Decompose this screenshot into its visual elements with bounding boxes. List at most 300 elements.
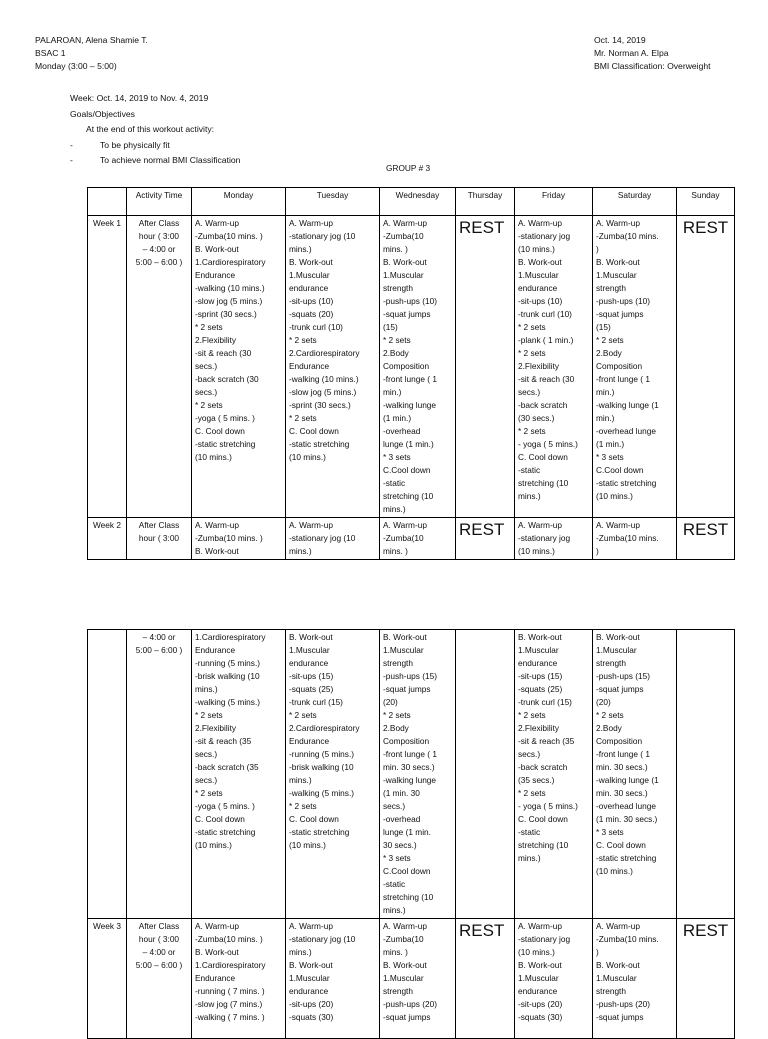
cell-line: A. Warm-up xyxy=(289,218,333,228)
sunday-rest: REST xyxy=(677,518,735,560)
cell-line: ) xyxy=(596,947,599,957)
cell-line: endurance xyxy=(518,283,558,293)
friday-cell xyxy=(515,216,593,518)
cell-line: mins.) xyxy=(289,244,312,254)
friday-cell xyxy=(515,518,593,560)
monday-cell xyxy=(192,518,286,560)
cell-line: -sit-ups (20) xyxy=(289,999,334,1009)
tuesday-cell xyxy=(286,518,380,560)
cell-line: 30 secs.) xyxy=(383,840,417,850)
cell-line: (10 mins.) xyxy=(596,866,633,876)
monday-cell xyxy=(192,216,286,518)
wednesday-cell xyxy=(380,919,456,1039)
cell-line: -walking lunge (1 xyxy=(596,775,659,785)
cell-line: C. Cool down xyxy=(518,814,568,824)
cell-line: – 4:00 or xyxy=(142,632,176,642)
cell-line: 2.Cardiorespiratory xyxy=(289,348,360,358)
cell-line: * 2 sets xyxy=(383,335,411,345)
cell-line: 1.Muscular xyxy=(518,270,559,280)
cell-line: A. Warm-up xyxy=(596,520,640,530)
cell-line: secs.) xyxy=(195,749,218,759)
cell-line: endurance xyxy=(518,658,558,668)
cell-line: -running (5 mins.) xyxy=(195,658,261,668)
cell-line: A. Warm-up xyxy=(195,218,239,228)
cell-line: -static stretching xyxy=(596,853,657,863)
cell-line: C. Cool down xyxy=(195,814,245,824)
cell-line: -overhead xyxy=(383,426,421,436)
cell-line: After Class xyxy=(138,218,180,228)
cell-line: -Zumba(10 xyxy=(383,934,424,944)
cell-line: stretching (10 xyxy=(518,478,569,488)
cell-line: A. Warm-up xyxy=(596,921,640,931)
cell-line: -trunk curl (15) xyxy=(289,697,343,707)
cell-line: -brisk walking (10 xyxy=(195,671,260,681)
cell-line: 2.Flexibility xyxy=(518,723,560,733)
cell-line: B. Work-out xyxy=(518,632,562,642)
cell-line: -push-ups (10) xyxy=(596,296,650,306)
cell-line: 1.Muscular xyxy=(289,270,330,280)
cell-line: -slow jog (7 mins.) xyxy=(195,999,263,1009)
cell-line: Endurance xyxy=(289,361,330,371)
cell-line: stretching (10 xyxy=(383,491,434,501)
cell-line: -yoga ( 5 mins. ) xyxy=(195,801,255,811)
header-cell: Monday xyxy=(192,188,286,216)
cell-line: -overhead lunge xyxy=(596,801,656,811)
cell-line: strength xyxy=(383,986,413,996)
cell-line: -sit-ups (10) xyxy=(289,296,334,306)
activity-time-cell xyxy=(127,216,192,518)
week-range: Week: Oct. 14, 2019 to Nov. 4, 2019 xyxy=(70,93,209,103)
goals-section xyxy=(70,91,240,169)
cell-line: B. Work-out xyxy=(383,632,427,642)
cell-line: -walking ( 7 mins. ) xyxy=(195,1012,265,1022)
tuesday-cell xyxy=(286,216,380,518)
table-header-row xyxy=(88,188,735,216)
week-label: Week 3 xyxy=(88,919,127,1039)
header-cell: Tuesday xyxy=(286,188,380,216)
cell-line: -Zumba(10 mins. ) xyxy=(195,533,263,543)
student-info xyxy=(35,34,148,73)
student-course: BSAC 1 xyxy=(35,48,66,58)
cell-line: * 2 sets xyxy=(596,335,624,345)
cell-line: A. Warm-up xyxy=(289,921,333,931)
cell-line: stretching (10 xyxy=(383,892,434,902)
cell-line: B. Work-out xyxy=(596,257,640,267)
cell-line: -front lunge ( 1 xyxy=(596,374,650,384)
cell-line: hour ( 3:00 xyxy=(138,231,180,241)
cell-line: -brisk walking (10 xyxy=(289,762,354,772)
cell-line: -back scratch xyxy=(518,400,568,410)
cell-line: 2.Body xyxy=(383,723,409,733)
cell-line: * 3 sets xyxy=(383,452,411,462)
cell-line: B. Work-out xyxy=(383,257,427,267)
cell-line: mins.) xyxy=(289,947,312,957)
cell-line: -stationary jog xyxy=(518,934,571,944)
cell-line: -static stretching xyxy=(195,827,256,837)
saturday-cell xyxy=(593,216,677,518)
cell-line: -squats (30) xyxy=(289,1012,334,1022)
header-cell: Activity Time xyxy=(127,188,192,216)
cell-line: -squat jumps xyxy=(383,1012,431,1022)
cell-line: A. Warm-up xyxy=(518,218,562,228)
cell-line: -back scratch xyxy=(518,762,568,772)
cell-line: 2.Body xyxy=(383,348,409,358)
cell-line: Composition xyxy=(596,361,643,371)
cell-line: B. Work-out xyxy=(195,244,239,254)
cell-line: * 2 sets xyxy=(383,710,411,720)
cell-line: 5:00 – 6:00 ) xyxy=(135,257,183,267)
list-dash: - xyxy=(70,139,73,150)
cell-line: A. Warm-up xyxy=(596,218,640,228)
cell-line: -static stretching xyxy=(289,827,350,837)
cell-line: strength xyxy=(596,658,626,668)
activity-time-cell xyxy=(127,630,192,919)
cell-line: -Zumba(10 mins. ) xyxy=(195,934,263,944)
list-dash: - xyxy=(70,155,73,165)
cell-line: (35 secs.) xyxy=(518,775,555,785)
cell-line: strength xyxy=(383,658,413,668)
cell-line: strength xyxy=(596,283,626,293)
table-row-week-2-continued xyxy=(88,630,735,919)
cell-line: -yoga ( 5 mins. ) xyxy=(195,413,255,423)
monday-cell xyxy=(192,630,286,919)
cell-line: (1 min.) xyxy=(596,439,625,449)
cell-line: -squats (20) xyxy=(289,309,334,319)
cell-line: B. Work-out xyxy=(195,947,239,957)
cell-line: * 3 sets xyxy=(383,853,411,863)
cell-line: * 3 sets xyxy=(596,452,624,462)
cell-line: endurance xyxy=(289,658,329,668)
cell-line: secs.) xyxy=(195,387,218,397)
cell-line: -front lunge ( 1 xyxy=(596,749,650,759)
cell-line: -plank ( 1 min.) xyxy=(518,335,574,345)
cell-line: After Class xyxy=(138,921,180,931)
header-cell xyxy=(88,188,127,216)
cell-line: -Zumba(10 mins. xyxy=(596,934,659,944)
monday-cell xyxy=(192,919,286,1039)
cell-line: -squat jumps xyxy=(383,309,431,319)
cell-line: ) xyxy=(596,546,599,556)
cell-line: – 4:00 or xyxy=(142,244,176,254)
tuesday-cell xyxy=(286,919,380,1039)
cell-line: (15) xyxy=(596,322,611,332)
cell-line: -running ( 7 mins. ) xyxy=(195,986,265,996)
cell-line: -squat jumps xyxy=(596,309,644,319)
workout-table-page-2 xyxy=(87,629,735,1039)
cell-line: strength xyxy=(383,283,413,293)
cell-line: * 2 sets xyxy=(518,710,546,720)
thursday-rest: REST xyxy=(456,919,515,1039)
cell-line: - yoga ( 5 mins.) xyxy=(518,801,578,811)
cell-line: hour ( 3:00 xyxy=(138,533,180,543)
cell-line: 1.Muscular xyxy=(518,973,559,983)
cell-line: -front lunge ( 1 xyxy=(383,749,437,759)
wednesday-cell xyxy=(380,630,456,919)
cell-line: Endurance xyxy=(195,973,236,983)
cell-line: -back scratch (35 xyxy=(195,762,259,772)
cell-line: Endurance xyxy=(195,645,236,655)
cell-line: -static stretching xyxy=(195,439,256,449)
cell-line: * 2 sets xyxy=(195,710,223,720)
week-label-empty xyxy=(88,630,127,919)
cell-line: C. Cool down xyxy=(289,426,339,436)
cell-line: B. Work-out xyxy=(518,257,562,267)
submission-info xyxy=(594,34,711,73)
cell-line: * 2 sets xyxy=(289,710,317,720)
cell-line: -walking lunge xyxy=(383,400,437,410)
header-cell: Saturday xyxy=(593,188,677,216)
wednesday-cell xyxy=(380,216,456,518)
cell-line: C. Cool down xyxy=(195,426,245,436)
cell-line: -sit-ups (20) xyxy=(518,999,563,1009)
cell-line: -static xyxy=(518,827,541,837)
cell-line: hour ( 3:00 xyxy=(138,934,180,944)
cell-line: B. Work-out xyxy=(289,257,333,267)
cell-line: * 2 sets xyxy=(518,348,546,358)
cell-line: min.) xyxy=(383,387,402,397)
cell-line: -stationary jog (10 xyxy=(289,934,356,944)
cell-line: (10 mins.) xyxy=(518,546,555,556)
cell-line: ) xyxy=(596,244,599,254)
cell-line: -running (5 mins.) xyxy=(289,749,355,759)
saturday-cell xyxy=(593,919,677,1039)
cell-line: A. Warm-up xyxy=(195,921,239,931)
cell-line: secs.) xyxy=(518,387,541,397)
cell-line: lunge (1 min. xyxy=(383,827,431,837)
saturday-cell xyxy=(593,630,677,919)
header-cell: Wednesday xyxy=(380,188,456,216)
cell-line: * 2 sets xyxy=(596,710,624,720)
cell-line: C. Cool down xyxy=(518,452,568,462)
week-label: Week 1 xyxy=(88,216,127,518)
cell-line: * 3 sets xyxy=(596,827,624,837)
bmi-classification: BMI Classification: Overweight xyxy=(594,61,711,71)
cell-line: -Zumba(10 xyxy=(383,533,424,543)
table-row-week-3 xyxy=(88,919,735,1039)
cell-line: B. Work-out xyxy=(289,960,333,970)
cell-line: -static xyxy=(383,478,406,488)
cell-line: endurance xyxy=(518,986,558,996)
cell-line: stretching (10 xyxy=(518,840,569,850)
cell-line: mins.) xyxy=(518,491,541,501)
cell-line: B. Work-out xyxy=(596,632,640,642)
cell-line: Composition xyxy=(383,736,430,746)
cell-line: * 2 sets xyxy=(195,322,223,332)
thursday-rest: REST xyxy=(456,518,515,560)
goal-text: To be physically fit xyxy=(100,139,170,150)
cell-line: 1.Muscular xyxy=(383,645,424,655)
cell-line: (20) xyxy=(596,697,611,707)
cell-line: * 2 sets xyxy=(518,426,546,436)
cell-line: (10 mins.) xyxy=(518,244,555,254)
cell-line: mins.) xyxy=(518,853,541,863)
cell-line: C.Cool down xyxy=(383,465,431,475)
cell-line: mins.) xyxy=(195,684,218,694)
cell-line: B. Work-out xyxy=(518,960,562,970)
cell-line: (10 mins.) xyxy=(289,840,326,850)
student-name: PALAROAN, Alena Shamie T. xyxy=(35,35,148,45)
cell-line: * 2 sets xyxy=(518,322,546,332)
cell-line: -sit-ups (15) xyxy=(518,671,563,681)
cell-line: endurance xyxy=(289,283,329,293)
cell-line: C.Cool down xyxy=(383,866,431,876)
cell-line: Composition xyxy=(596,736,643,746)
cell-line: A. Warm-up xyxy=(518,921,562,931)
cell-line: -Zumba(10 mins. xyxy=(596,533,659,543)
cell-line: -push-ups (10) xyxy=(383,296,437,306)
table-row-week-1 xyxy=(88,216,735,518)
cell-line: * 2 sets xyxy=(195,400,223,410)
cell-line: -walking (5 mins.) xyxy=(289,788,355,798)
cell-line: After Class xyxy=(138,520,180,530)
header-cell: Thursday xyxy=(456,188,515,216)
sunday-rest: REST xyxy=(677,216,735,518)
cell-line: -slow jog (5 mins.) xyxy=(195,296,263,306)
cell-line: -walking lunge xyxy=(383,775,437,785)
cell-line: (10 mins.) xyxy=(518,947,555,957)
cell-line: secs.) xyxy=(195,361,218,371)
cell-line: mins. ) xyxy=(383,947,408,957)
cell-line: (1 min.) xyxy=(383,413,412,423)
cell-line: -sit & reach (30 xyxy=(518,374,575,384)
cell-line: 2.Cardiorespiratory xyxy=(289,723,360,733)
cell-line: mins.) xyxy=(289,546,312,556)
cell-line: min. 30 secs.) xyxy=(596,788,648,798)
cell-line: endurance xyxy=(289,986,329,996)
cell-line: Endurance xyxy=(289,736,330,746)
cell-line: 2.Flexibility xyxy=(195,335,237,345)
cell-line: -sit & reach (35 xyxy=(518,736,575,746)
cell-line: (10 mins.) xyxy=(195,452,232,462)
cell-line: A. Warm-up xyxy=(383,218,427,228)
activity-time-cell xyxy=(127,518,192,560)
cell-line: lunge (1 min.) xyxy=(383,439,434,449)
cell-line: Composition xyxy=(383,361,430,371)
cell-line: B. Work-out xyxy=(289,632,333,642)
cell-line: 2.Body xyxy=(596,723,622,733)
thursday-rest: REST xyxy=(456,216,515,518)
cell-line: 1.Muscular xyxy=(596,270,637,280)
cell-line: B. Work-out xyxy=(383,960,427,970)
cell-line: -overhead lunge xyxy=(596,426,656,436)
cell-line: * 2 sets xyxy=(289,801,317,811)
sunday-rest: REST xyxy=(677,919,735,1039)
sunday-cell-empty xyxy=(677,630,735,919)
cell-line: -sit & reach (35 xyxy=(195,736,252,746)
cell-line: 1.Muscular xyxy=(518,645,559,655)
cell-line: 1.Muscular xyxy=(383,270,424,280)
week-label: Week 2 xyxy=(88,518,127,560)
cell-line: -push-ups (15) xyxy=(383,671,437,681)
cell-line: -squats (25) xyxy=(518,684,563,694)
cell-line: -walking (10 mins.) xyxy=(195,283,265,293)
cell-line: -trunk curl (10) xyxy=(289,322,343,332)
cell-line: – 4:00 or xyxy=(142,947,176,957)
cell-line: (30 secs.) xyxy=(518,413,555,423)
cell-line: -slow jog (5 mins.) xyxy=(289,387,357,397)
cell-line: -sit-ups (10) xyxy=(518,296,563,306)
cell-line: - yoga ( 5 mins.) xyxy=(518,439,578,449)
wednesday-cell xyxy=(380,518,456,560)
cell-line: -trunk curl (10) xyxy=(518,309,572,319)
cell-line: strength xyxy=(596,986,626,996)
cell-line: A. Warm-up xyxy=(195,520,239,530)
cell-line: -sprint (30 secs.) xyxy=(195,309,257,319)
cell-line: -overhead xyxy=(383,814,421,824)
cell-line: min.) xyxy=(596,387,615,397)
cell-line: -sit-ups (15) xyxy=(289,671,334,681)
friday-cell xyxy=(515,919,593,1039)
cell-line: -front lunge ( 1 xyxy=(383,374,437,384)
cell-line: -static xyxy=(383,879,406,889)
cell-line: B. Work-out xyxy=(195,546,239,556)
cell-line: (1 min. 30 xyxy=(383,788,420,798)
cell-line: -stationary jog (10 xyxy=(289,533,356,543)
cell-line: Endurance xyxy=(195,270,236,280)
table-row-week-2 xyxy=(88,518,735,560)
cell-line: * 2 sets xyxy=(518,788,546,798)
cell-line: mins.) xyxy=(383,504,406,514)
cell-line: 1.Muscular xyxy=(289,973,330,983)
goal-text: To achieve normal BMI Classification xyxy=(100,155,241,165)
cell-line: -static stretching xyxy=(289,439,350,449)
cell-line: A. Warm-up xyxy=(518,520,562,530)
cell-line: -sprint (30 secs.) xyxy=(289,400,351,410)
cell-line: C.Cool down xyxy=(596,465,644,475)
cell-line: A. Warm-up xyxy=(383,520,427,530)
cell-line: 1.Muscular xyxy=(289,645,330,655)
header-cell: Sunday xyxy=(677,188,735,216)
cell-line: A. Warm-up xyxy=(289,520,333,530)
cell-line: secs.) xyxy=(195,775,218,785)
cell-line: 1.Cardiorespiratory xyxy=(195,257,266,267)
cell-line: 1.Muscular xyxy=(596,645,637,655)
cell-line: (10 mins.) xyxy=(195,840,232,850)
cell-line: mins.) xyxy=(383,905,406,915)
cell-line: -stationary jog xyxy=(518,231,571,241)
cell-line: 2.Body xyxy=(596,348,622,358)
cell-line: -squats (30) xyxy=(518,1012,563,1022)
cell-line: -squat jumps xyxy=(596,684,644,694)
group-label: GROUP # 3 xyxy=(386,163,431,173)
cell-line: -walking (10 mins.) xyxy=(289,374,359,384)
cell-line: min. 30 secs.) xyxy=(383,762,435,772)
cell-line: mins.) xyxy=(289,775,312,785)
cell-line: * 2 sets xyxy=(289,335,317,345)
cell-line: 5:00 – 6:00 ) xyxy=(135,645,183,655)
header-cell: Friday xyxy=(515,188,593,216)
cell-line: A. Warm-up xyxy=(383,921,427,931)
cell-line: (1 min. 30 secs.) xyxy=(596,814,658,824)
cell-line: (10 mins.) xyxy=(596,491,633,501)
cell-line: -stationary jog xyxy=(518,533,571,543)
cell-line: -squat jumps xyxy=(383,684,431,694)
cell-line: -Zumba(10 mins. ) xyxy=(195,231,263,241)
cell-line: 2.Flexibility xyxy=(195,723,237,733)
cell-line: 1.Cardiorespiratory xyxy=(195,960,266,970)
activity-time-cell xyxy=(127,919,192,1039)
cell-line: -push-ups (20) xyxy=(596,999,650,1009)
goals-heading: Goals/Objectives xyxy=(70,108,135,119)
goals-lead: At the end of this workout activity: xyxy=(86,124,215,134)
cell-line: mins. ) xyxy=(383,244,408,254)
friday-cell xyxy=(515,630,593,919)
cell-line: mins. ) xyxy=(383,546,408,556)
cell-line: secs.) xyxy=(518,749,541,759)
cell-line: (10 mins.) xyxy=(289,452,326,462)
cell-line: 1.Muscular xyxy=(383,973,424,983)
cell-line: (20) xyxy=(383,697,398,707)
